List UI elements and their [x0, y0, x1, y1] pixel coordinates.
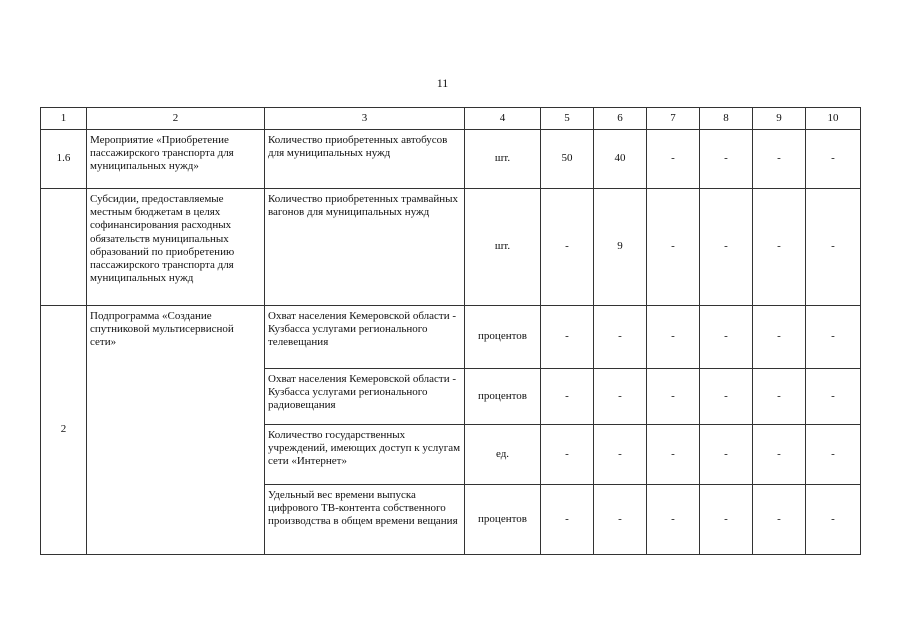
value-cell: -: [594, 425, 647, 485]
value-cell: -: [806, 189, 861, 306]
indicator-name: Охват населения Кемеровской области - Кузбасса услугами регионального радиовещания: [265, 369, 465, 425]
value-cell: -: [647, 306, 700, 369]
value-cell: -: [647, 485, 700, 555]
header-cell: 9: [753, 108, 806, 130]
header-cell: 4: [465, 108, 541, 130]
header-cell: 6: [594, 108, 647, 130]
indicator-name: Количество приобретенных автобусов для муниципальных нужд: [265, 130, 465, 189]
value-cell: -: [753, 485, 806, 555]
value-cell: -: [753, 369, 806, 425]
unit: процентов: [465, 306, 541, 369]
header-cell: 2: [87, 108, 265, 130]
indicator-name: Охват населения Кемеровской области - Кузбасса услугами регионального телевещания: [265, 306, 465, 369]
value-cell: -: [541, 189, 594, 306]
value-cell: 50: [541, 130, 594, 189]
header-cell: 8: [700, 108, 753, 130]
measure-name: Мероприятие «Приобретение пассажирского транспорта для муниципальных нужд»: [87, 130, 265, 189]
value-cell: -: [806, 425, 861, 485]
value-cell: -: [541, 425, 594, 485]
indicator-name: Количество приобретенных трамвайных вагонов для муниципальных нужд: [265, 189, 465, 306]
row-number: [41, 189, 87, 306]
indicator-name: Количество государственных учреждений, имеющих доступ к услугам сети «Интернет»: [265, 425, 465, 485]
value-cell: 9: [594, 189, 647, 306]
table-row: [41, 189, 861, 306]
page-number: 11: [436, 76, 449, 90]
header-cell: 3: [265, 108, 465, 130]
value-cell: -: [806, 130, 861, 189]
header-cell: 5: [541, 108, 594, 130]
unit: шт.: [465, 130, 541, 189]
header-cell: 7: [647, 108, 700, 130]
value-cell: -: [541, 306, 594, 369]
value-cell: -: [541, 369, 594, 425]
value-cell: -: [700, 485, 753, 555]
value-cell: -: [647, 369, 700, 425]
measure-name: Подпрограмма «Создание спутниковой мультисервисной сети»: [87, 306, 265, 555]
indicators-table: [40, 107, 861, 555]
unit: ед.: [465, 425, 541, 485]
value-cell: -: [647, 189, 700, 306]
value-cell: -: [753, 425, 806, 485]
table-header-row: [41, 108, 861, 130]
value-cell: -: [700, 189, 753, 306]
value-cell: -: [806, 369, 861, 425]
unit: процентов: [465, 369, 541, 425]
value-cell: -: [594, 485, 647, 555]
header-cell: 1: [41, 108, 87, 130]
value-cell: -: [700, 369, 753, 425]
indicator-name: Удельный вес времени выпуска цифрового ТВ-контента собственного производства в общем времени вещания: [265, 485, 465, 555]
table-row: [41, 130, 861, 189]
value-cell: -: [806, 485, 861, 555]
measure-name: Субсидии, предоставляемые местным бюджетам в целях софинансирования расходных обязательств муниципальных образований по приобретению пассажирского транспорта для муниципальных нужд: [87, 189, 265, 306]
row-number: 1.6: [41, 130, 87, 189]
value-cell: 40: [594, 130, 647, 189]
value-cell: -: [753, 130, 806, 189]
value-cell: -: [700, 130, 753, 189]
value-cell: -: [647, 425, 700, 485]
value-cell: -: [700, 306, 753, 369]
value-cell: -: [647, 130, 700, 189]
value-cell: -: [594, 369, 647, 425]
value-cell: -: [700, 425, 753, 485]
value-cell: -: [753, 189, 806, 306]
value-cell: -: [753, 306, 806, 369]
value-cell: -: [806, 306, 861, 369]
table-row: [41, 306, 861, 369]
unit: процентов: [465, 485, 541, 555]
header-cell: 10: [806, 108, 861, 130]
value-cell: -: [594, 306, 647, 369]
row-number: 2: [41, 306, 87, 555]
unit: шт.: [465, 189, 541, 306]
value-cell: -: [541, 485, 594, 555]
